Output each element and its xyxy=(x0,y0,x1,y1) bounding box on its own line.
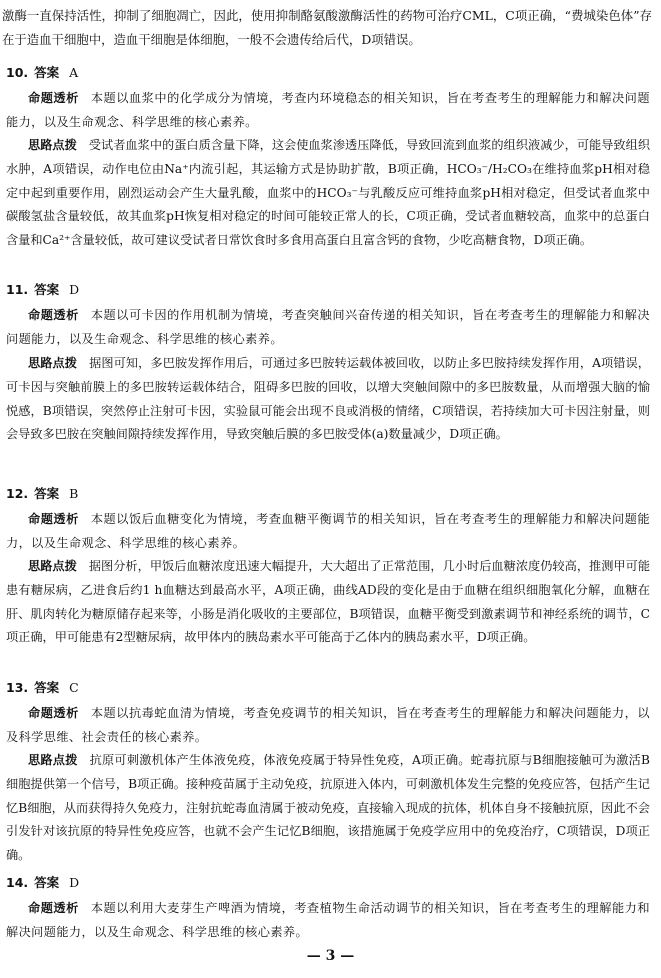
analysis-label: 命题透析 xyxy=(28,901,79,915)
analysis-text: 本题以抗毒蛇血清为情境，考查免疫调节的相关知识，旨在考查考生的理解能力和解决问题能力，以及科学思维、社会责任的核心素养。 xyxy=(6,706,650,744)
analysis-text: 本题以血浆中的化学成分为情境，考查内环境稳态的相关知识，旨在考查考生的理解能力和解决问题能力，以及生命观念、科学思维的核心素养。 xyxy=(6,91,650,129)
analysis-label: 命题透析 xyxy=(28,512,79,526)
question-10-header xyxy=(6,63,78,83)
page-number: — 3 — xyxy=(306,948,355,964)
question-number: 13. xyxy=(6,680,29,695)
answer-letter: B xyxy=(69,486,79,501)
analysis-label: 命题透析 xyxy=(28,308,79,322)
answer-letter: C xyxy=(69,680,79,695)
analysis-text: 本题以饭后血糖变化为情境，考查血糖平衡调节的相关知识，旨在考查考生的理解能力和解决问题能力，以及生命观念、科学思维的核心素养。 xyxy=(6,512,650,550)
question-12-header xyxy=(6,484,78,504)
question-12-hint xyxy=(6,555,650,650)
analysis-label: 命题透析 xyxy=(28,91,79,105)
hint-text: 受试者血浆中的蛋白质含量下降，这会使血浆渗透压降低，导致回流到血浆的组织液减少，可能导致组织水肿，A项错误，动作电位由Na⁺内流引起，其运输方式是协助扩散，B项正确，HCO₃⁻/H₂CO₃在维持血浆pH相对稳定中起到重要作用，剧烈运动会产生大量乳酸，血浆中的HCO₃⁻与乳酸反应可维持血浆pH相对稳定，但受试者血浆中碳酸氢盐含量较低，故其血浆pH恢复相对稳定的时间可能较正常人的长，C项正确，受试者血糖较高，血浆中的总蛋白含量和Ca²⁺含量较低，故可建议受试者日常饮食时多食用高蛋白且富含钙的食物，少吃高糖食物，D项正确。 xyxy=(6,138,651,248)
question-14-analysis xyxy=(6,897,650,945)
answer-letter: D xyxy=(69,875,80,890)
question-13-hint xyxy=(6,749,650,868)
answer-label: 答案 xyxy=(34,486,60,501)
analysis-label: 命题透析 xyxy=(28,706,79,720)
hint-label: 思路点拨 xyxy=(28,356,78,370)
question-11-hint xyxy=(6,352,650,447)
hint-label: 思路点拨 xyxy=(28,753,78,767)
question-10-hint xyxy=(6,134,650,253)
intro-paragraph: 激酶一直保持活性，抑制了细胞凋亡，因此，使用抑制酪氨酸激酶活性的药物可治疗CML，C项正确，“费城染色体”存在于造血干细胞中，造血干细胞是体细胞，一般不会遗传给后代，D项错误。 xyxy=(2,8,652,47)
hint-text: 抗原可刺激机体产生体液免疫，体液免疫属于特异性免疫，A项正确。蛇毒抗原与B细胞接触可为激活B细胞提供第一个信号，B项正确。接种疫苗属于主动免疫，抗原进入体内，可刺激机体发生完整的免疫应答，包括产生记忆B细胞，从而获得持久免疫力，注射抗蛇毒血清属于被动免疫，直接输入现成的抗体，机体自身不接触抗原，因此不会引发针对该抗原的特异性免疫应答，也就不会产生记忆B细胞，该措施属于免疫学应用中的免疫治疗，C项错误，D项正确。 xyxy=(6,753,650,863)
question-11-header xyxy=(6,280,79,300)
question-10-analysis xyxy=(6,87,650,135)
hint-text: 据图分析，甲饭后血糖浓度迅速大幅提升，大大超出了正常范围，几小时后血糖浓度仍较高，推测甲可能患有糖尿病，乙进食后约1 h血糖达到最高水平，A项正确，曲线AD段的变化是由于血糖在组织细胞氧化分解，血糖在肝、肌肉转化为糖原储存起来等，小肠是消化吸收的主要部位，B项错误，血糖平衡受到激素调节和神经系统的调节，C项正确，甲可能患有2型糖尿病，故甲体内的胰岛素水平可能高于乙体内的胰岛素水平，D项正确。 xyxy=(6,559,651,645)
answer-label: 答案 xyxy=(34,65,60,80)
answer-letter: A xyxy=(69,65,79,80)
hint-label: 思路点拨 xyxy=(28,559,77,573)
question-13-analysis xyxy=(6,702,650,750)
answer-label: 答案 xyxy=(34,282,60,297)
question-number: 10. xyxy=(6,65,29,80)
answer-label: 答案 xyxy=(34,680,60,695)
hint-text: 据图可知，多巴胺发挥作用后，可通过多巴胺转运载体被回收，以防止多巴胺持续发挥作用，A项错误，可卡因与突触前膜上的多巴胺转运载体结合，阻碍多巴胺的回收，以增大突触间隙中的多巴胺数量，从而增强大脑的愉悦感，B项错误，突然停止注射可卡因，实验鼠可能会出现不良或消极的情绪，C项错误，若持续加大可卡因注射量，则会导致多巴胺在突触间隙持续发挥作用，导致突触后膜的多巴胺受体(a)数量减少，D项正确。 xyxy=(6,356,650,442)
question-number: 14. xyxy=(6,875,29,890)
question-14-header xyxy=(6,873,79,893)
question-13-header xyxy=(6,678,79,698)
analysis-text: 本题以利用大麦芽生产啤酒为情境，考查植物生命活动调节的相关知识，旨在考查考生的理解能力和解决问题能力，以及生命观念、科学思维的核心素养。 xyxy=(6,901,650,939)
answer-letter: D xyxy=(69,282,80,297)
question-number: 12. xyxy=(6,486,29,501)
analysis-text: 本题以可卡因的作用机制为情境，考查突触间兴奋传递的相关知识，旨在考查考生的理解能力和解决问题能力，以及生命观念、科学思维的核心素养。 xyxy=(6,308,650,346)
question-number: 11. xyxy=(6,282,29,297)
hint-label: 思路点拨 xyxy=(28,138,77,152)
question-11-analysis xyxy=(6,304,650,352)
answer-label: 答案 xyxy=(34,875,60,890)
question-12-analysis xyxy=(6,508,650,556)
